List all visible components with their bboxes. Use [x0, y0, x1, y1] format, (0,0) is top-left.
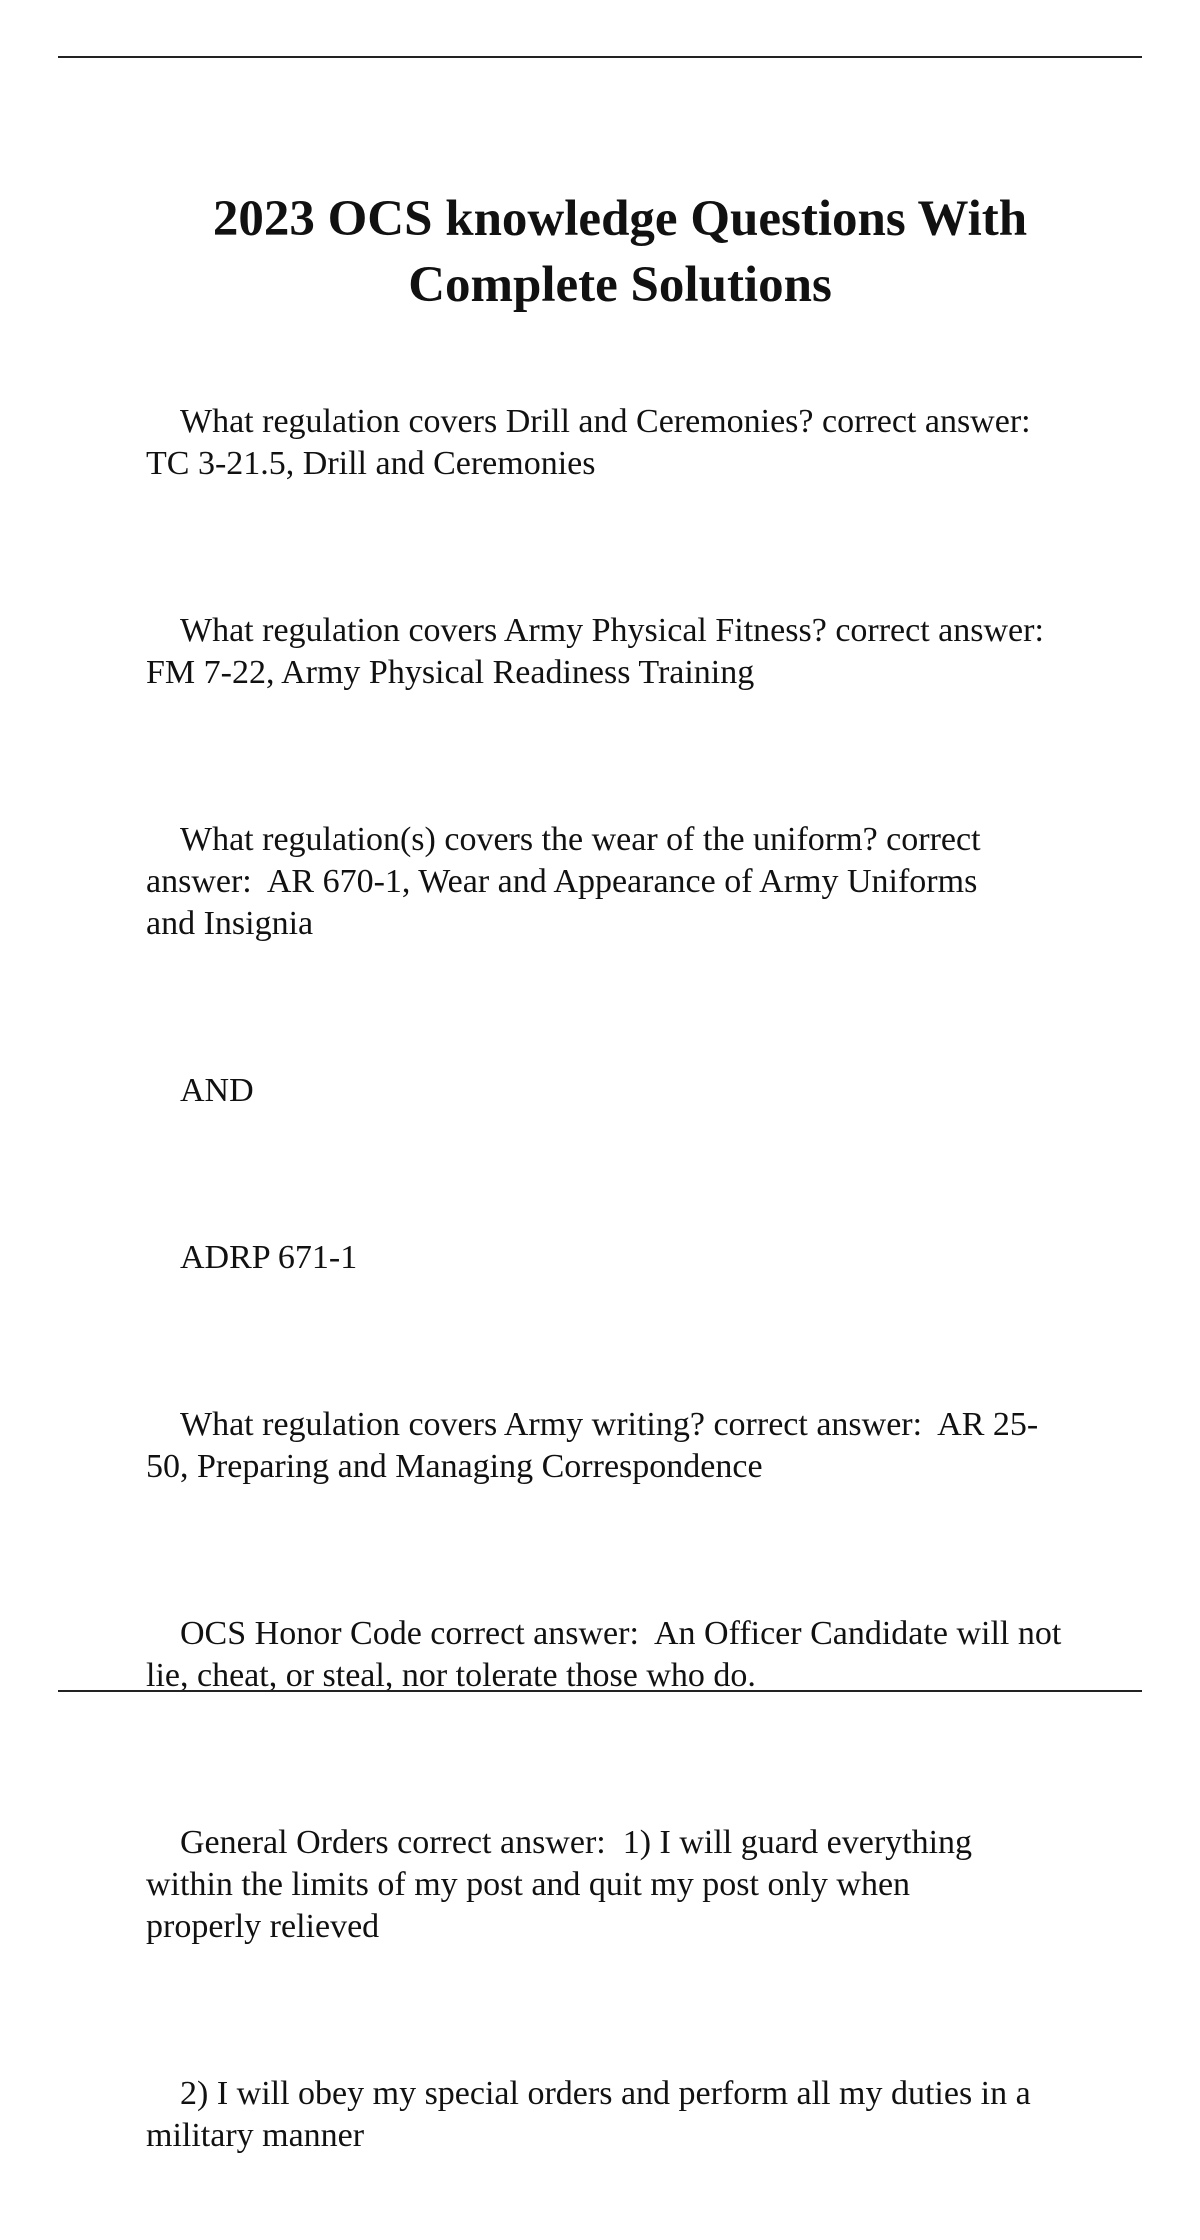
text-line: 2) I will obey my special orders and perform all my duties in a	[180, 2075, 1031, 2112]
text-line: TC 3-21.5, Drill and Ceremonies	[146, 445, 596, 482]
paragraph-order-2	[146, 2031, 1106, 2199]
text-line: What regulation covers Army writing? correct answer: AR 25-	[180, 1406, 1039, 1443]
paragraph-writing	[146, 1362, 1106, 1530]
title-line-2: Complete Solutions	[408, 257, 832, 313]
paragraph-adrp	[146, 1195, 1106, 1321]
text-line: What regulation covers Drill and Ceremonies? correct answer:	[180, 403, 1031, 440]
text-line: FM 7-22, Army Physical Readiness Training	[146, 654, 755, 691]
text-line: What regulation(s) covers the wear of the uniform? correct	[180, 821, 981, 858]
paragraph-and	[146, 1028, 1106, 1154]
document-body	[146, 359, 1106, 2240]
text-line: and Insignia	[146, 905, 314, 942]
text-line: answer: AR 670-1, Wear and Appearance of Army Uniforms	[146, 863, 978, 900]
paragraph-general-orders	[146, 1780, 1106, 1990]
text-line: within the limits of my post and quit my post only when	[146, 1866, 911, 1903]
paragraph-uniform	[146, 777, 1106, 987]
text-line: AND	[180, 1072, 254, 1109]
title-line-1: 2023 OCS knowledge Questions With	[212, 191, 1028, 247]
text-line: military manner	[146, 2117, 365, 2154]
text-line: OCS Honor Code correct answer: An Officer Candidate will not	[180, 1615, 1062, 1652]
text-line: properly relieved	[146, 1908, 380, 1945]
paragraph-drill	[146, 359, 1106, 527]
text-line: lie, cheat, or steal, nor tolerate those who do.	[146, 1657, 756, 1694]
text-line: General Orders correct answer: 1) I will guard everything	[180, 1824, 973, 1861]
document-title	[100, 186, 1140, 318]
text-line: ADRP 671-1	[180, 1239, 358, 1276]
paragraph-honor-code	[146, 1571, 1106, 1739]
paragraph-fitness	[146, 568, 1106, 736]
top-rule	[58, 56, 1142, 58]
text-line: What regulation covers Army Physical Fitness? correct answer:	[180, 612, 1044, 649]
bottom-rule	[58, 1690, 1142, 1692]
text-line: 50, Preparing and Managing Correspondence	[146, 1448, 763, 1485]
